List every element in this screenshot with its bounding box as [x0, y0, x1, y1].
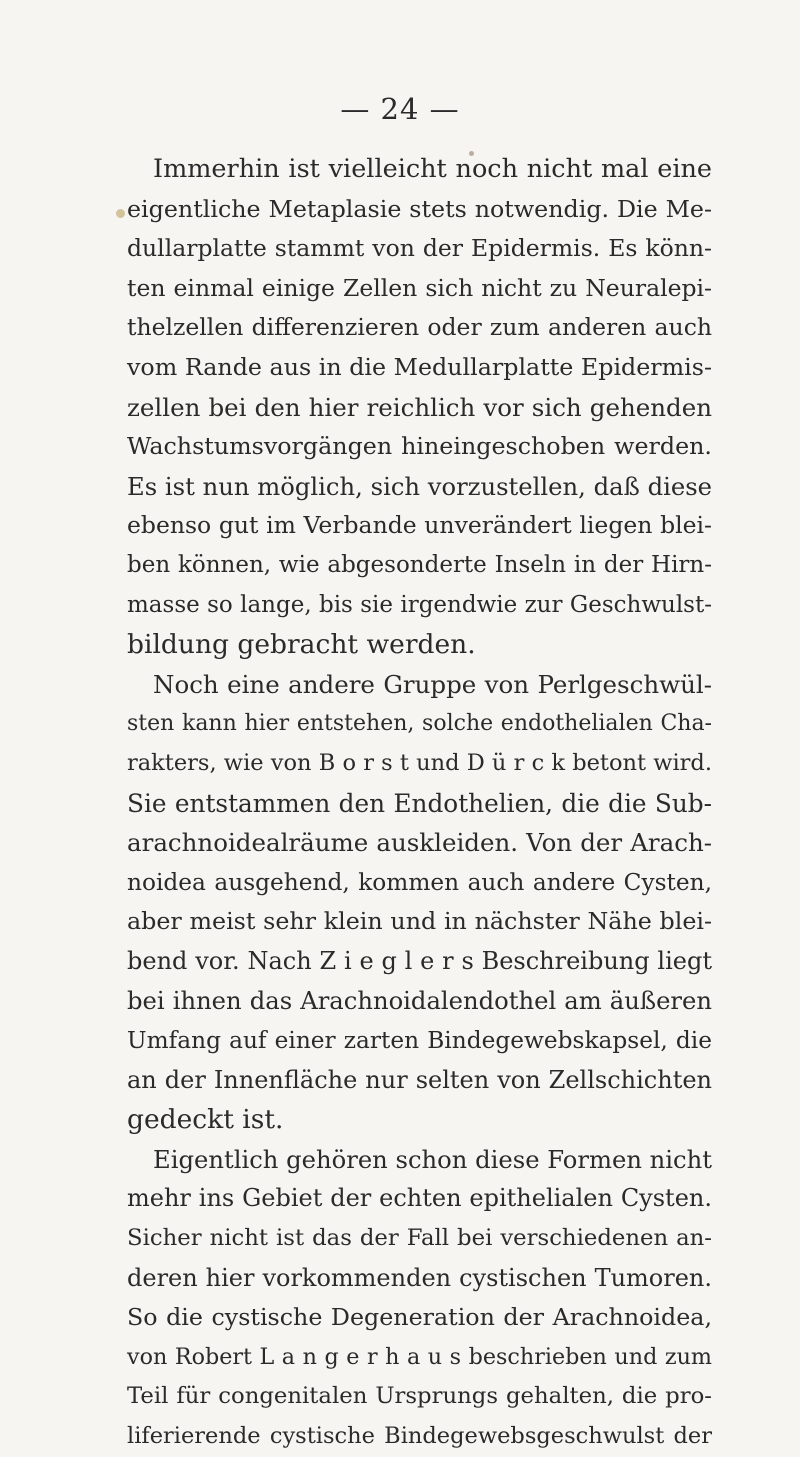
text-line: ben können, wie abgesonderte Inseln in der Hirn-	[127, 551, 712, 578]
text-line: arachnoidealräume auskleiden. Von der Arach-	[127, 828, 712, 858]
text-line: Sicher nicht ist das der Fall bei verschiedenen an-	[127, 1225, 712, 1252]
paragraph-end-line: bildung gebracht werden.	[127, 629, 476, 661]
text-line: bei ihnen das Arachnoidalendothel am äußeren	[127, 986, 712, 1016]
text-line: So die cystische Degeneration der Arachnoidea,	[127, 1303, 712, 1332]
text-line: vom Rande aus in die Medullarplatte Epidermis-	[127, 352, 712, 381]
text-line: liferierende cystische Bindegewebsgeschwulst der	[127, 1423, 712, 1449]
text-line: Sie entstammen den Endothelien, die die Sub-	[127, 788, 712, 818]
text-line: bend vor. Nach Z i e g l e r s Beschreibung liegt	[127, 946, 712, 975]
text-line: Es ist nun möglich, sich vorzustellen, daß diese	[127, 471, 712, 501]
text-line: aber meist sehr klein und in nächster Nähe blei-	[127, 907, 712, 936]
paragraph-end-line: gedeckt ist.	[127, 1104, 284, 1136]
text-line: ebenso gut im Verbande unverändert liegen blei-	[127, 511, 712, 540]
text-line: mehr ins Gebiet der echten epithelialen Cysten.	[127, 1184, 712, 1213]
text-line: an der Innenfläche nur selten von Zellschichten	[127, 1065, 712, 1094]
text-line: Umfang auf einer zarten Bindegewebskapsel, die	[127, 1027, 712, 1055]
text-line: rakters, wie von B o r s t und D ü r c k betont wird.	[127, 749, 712, 776]
text-line: von Robert L a n g e r h a u s beschrieben und zum	[127, 1343, 712, 1370]
body-text	[127, 150, 712, 1457]
text-line: sten kann hier entstehen, solche endothelialen Cha-	[127, 711, 712, 737]
text-line: masse so lange, bis sie irgendwie zur Geschwulst-	[127, 591, 712, 618]
text-line: zellen bei den hier reichlich vor sich gehenden	[127, 392, 712, 422]
page-number: — 24 —	[340, 92, 460, 126]
text-line: Immerhin ist vielleicht noch nicht mal eine	[153, 154, 712, 184]
paper-speck	[116, 209, 125, 218]
text-line: thelzellen differenzieren oder zum anderen auch	[127, 313, 712, 342]
text-line: eigentliche Metaplasie stets notwendig. Die Me-	[127, 194, 712, 223]
text-line: Wachstumsvorgängen hineingeschoben werden.	[127, 432, 712, 461]
text-line: Teil für congenitalen Ursprungs gehalten, die pro-	[127, 1383, 712, 1410]
text-line: dullarplatte stammt von der Epidermis. Es könn-	[127, 234, 712, 263]
text-line: deren hier vorkommenden cystischen Tumoren.	[127, 1263, 712, 1292]
text-line: ten einmal einige Zellen sich nicht zu Neuralepi-	[127, 273, 712, 302]
text-line: noidea ausgehend, kommen auch andere Cysten,	[127, 868, 712, 896]
text-line: Noch eine andere Gruppe von Perlgeschwül-	[153, 669, 712, 699]
text-line: Eigentlich gehören schon diese Formen nicht	[153, 1144, 712, 1174]
